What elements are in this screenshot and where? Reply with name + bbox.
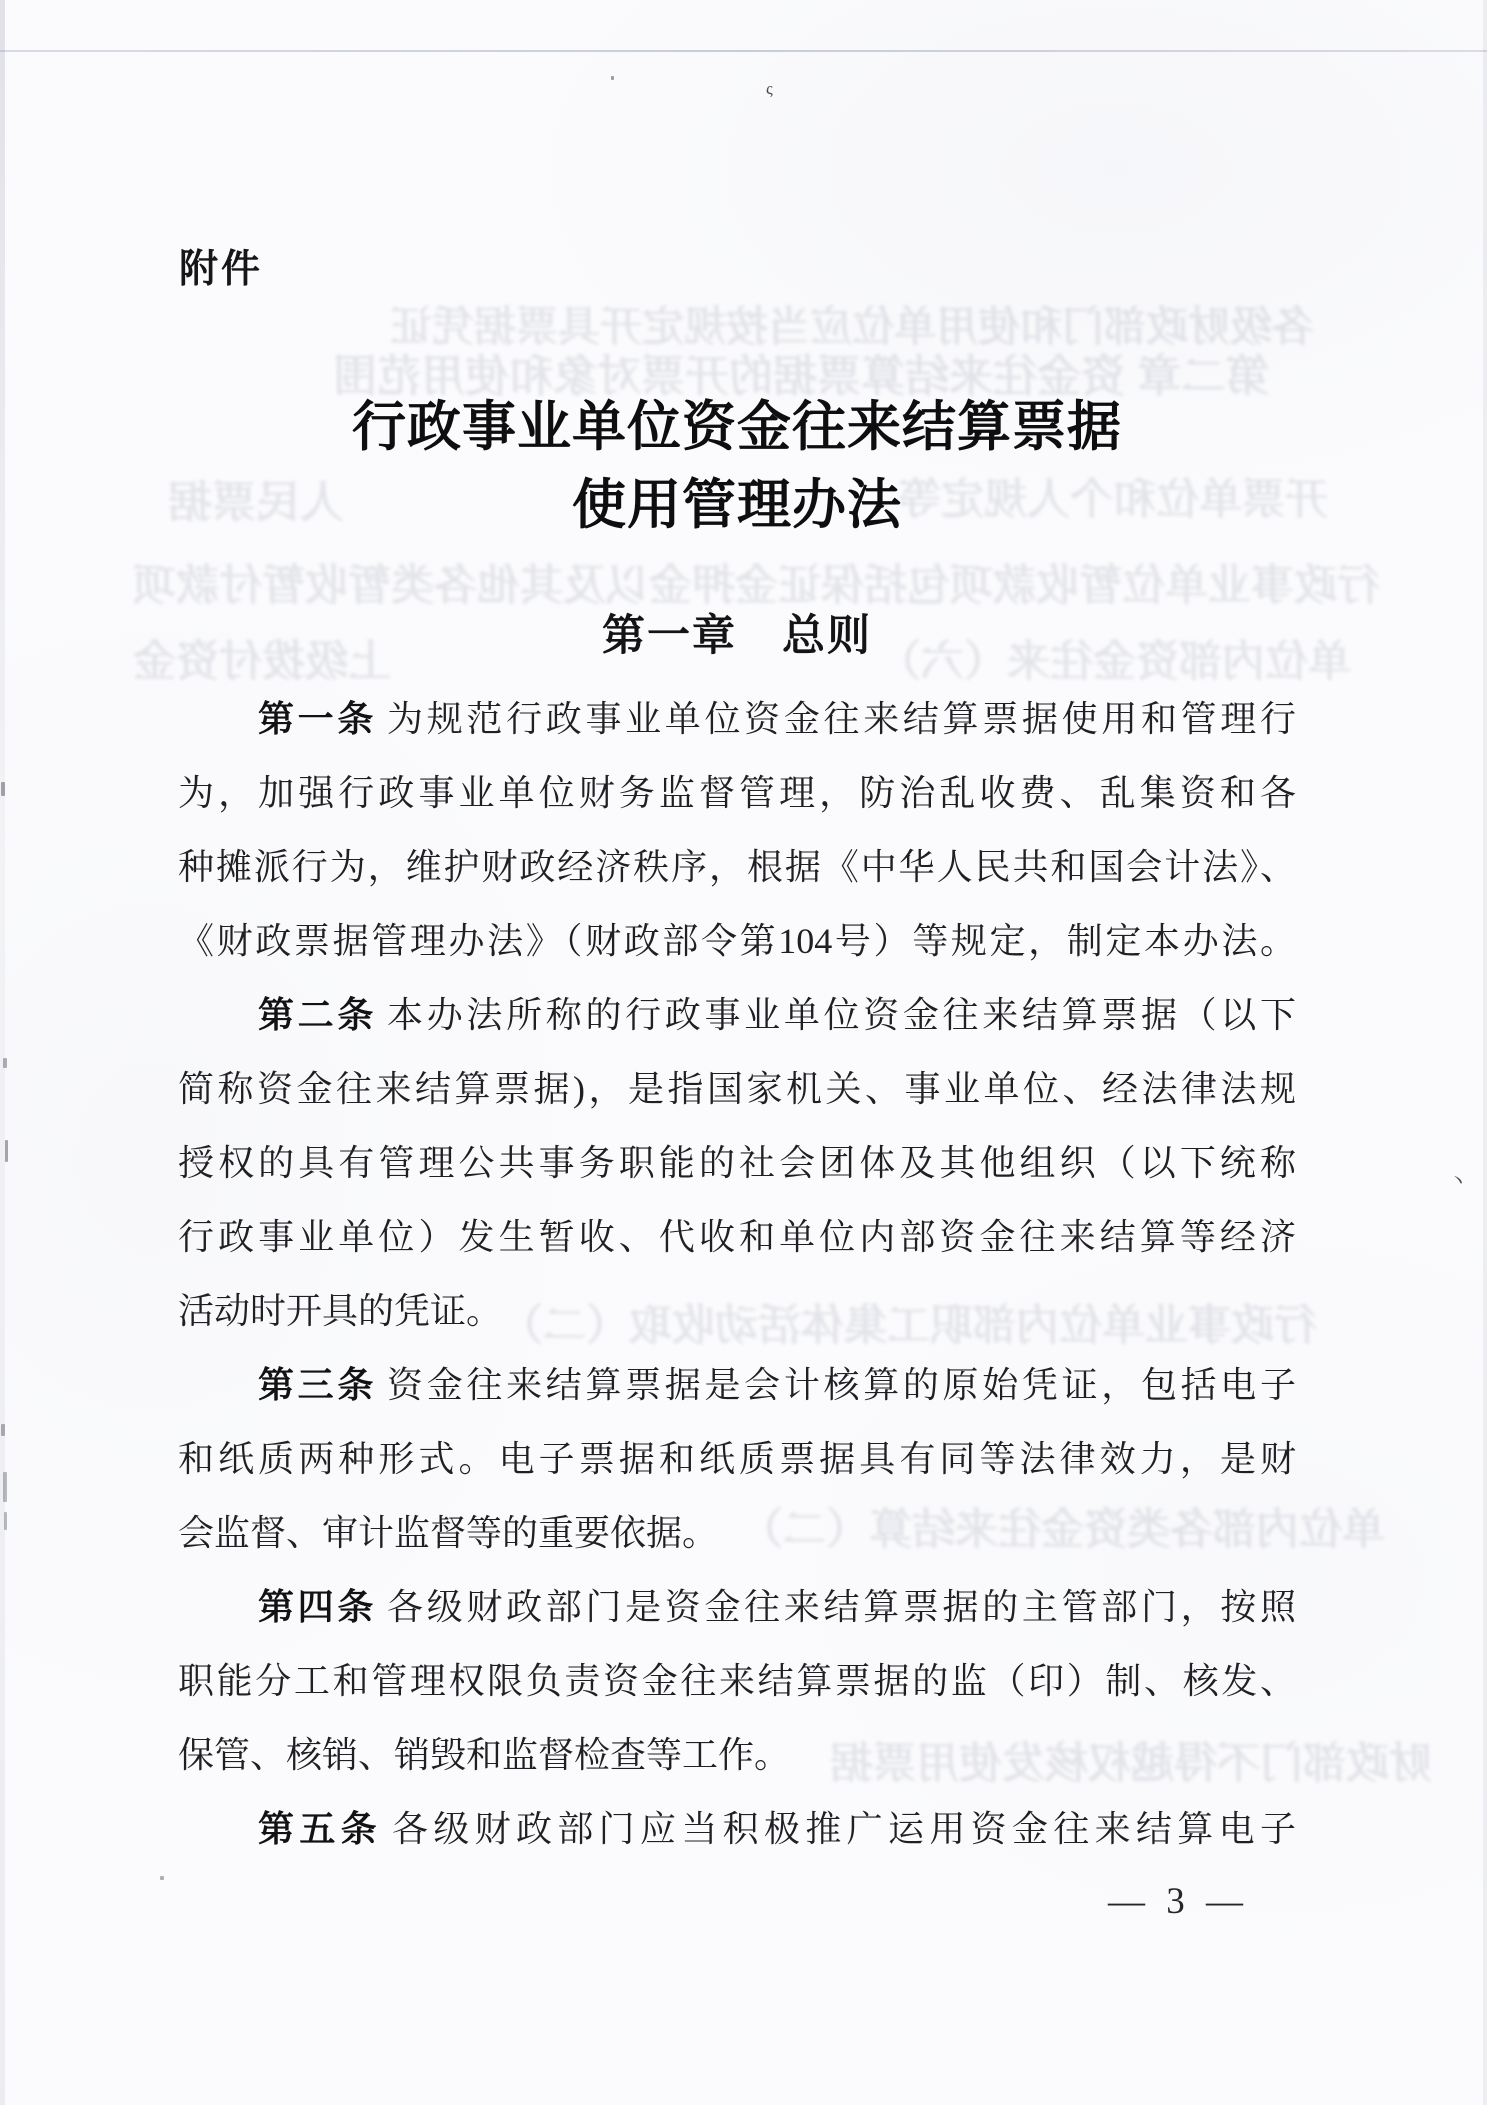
- doc-title-line-1: 行政事业单位资金往来结算票据: [352, 397, 1122, 457]
- scan-speck-glyph: ς: [766, 79, 773, 98]
- article-number: 第二条: [258, 994, 378, 1035]
- article-number: 第三条: [258, 1364, 378, 1405]
- article-text: 简称资金往来结算票据)，是指国家机关、事业单位、经法律法规: [178, 1069, 1296, 1109]
- ghost-bleedthrough-line: 人民票据: [168, 478, 344, 527]
- article-text: 为，加强行政事业单位财务监督管理，防治乱收费、乱集资和各: [178, 773, 1296, 813]
- article-text: 授权的具有管理公共事务职能的社会团体及其他组织（以下统称: [178, 1143, 1296, 1183]
- body-line: [178, 695, 1296, 753]
- body-line: [178, 1213, 1296, 1271]
- attachment-label: 附件: [179, 248, 264, 291]
- body-line: [178, 769, 1296, 827]
- body-line: [178, 1583, 1296, 1641]
- ghost-bleedthrough-line: 财政部门不得越权核发使用票据: [830, 1740, 1432, 1788]
- chapter-heading: 第一章 总则: [602, 612, 872, 660]
- article-text: 本办法所称的行政事业单位资金往来结算票据（以下: [387, 995, 1296, 1035]
- ghost-bleedthrough-line: 各级财政部门和使用单位应当按规定开具票据凭证: [390, 303, 1315, 350]
- body-line: [178, 843, 1296, 901]
- article-number: 第四条: [258, 1586, 378, 1627]
- article-text: 各级财政部门是资金往来结算票据的主管部门，按照: [387, 1587, 1296, 1627]
- ghost-bleedthrough-line: 行政事业单位内部职工集体活动收取（二）: [500, 1302, 1317, 1350]
- article-number: 第一条: [258, 698, 378, 739]
- article-text: 会监督、审计监督等的重要依据。: [178, 1513, 719, 1553]
- body-line: [178, 1805, 1296, 1863]
- article-text: 资金往来结算票据是会计核算的原始凭证，包括电子: [387, 1365, 1296, 1405]
- body-line: [178, 991, 1296, 1049]
- article-text: 种摊派行为，维护财政经济秩序，根据《中华人民共和国会计法》、: [178, 847, 1296, 887]
- body-line: [178, 1731, 1296, 1789]
- ghost-bleedthrough-line: 开票单位和个人规定等: [898, 476, 1328, 524]
- ghost-bleedthrough-line: 上级拨付资金: [133, 638, 391, 686]
- article-text: 保管、核销、销毁和监督检查等工作。: [178, 1735, 791, 1775]
- article-text: 职能分工和管理权限负责资金往来结算票据的监（印）制、核发、: [178, 1661, 1296, 1701]
- body-line: [178, 1657, 1296, 1715]
- doc-title-line-2: 使用管理办法: [572, 475, 902, 535]
- article-text: 和纸质两种形式。电子票据和纸质票据具有同等法律效力，是财: [178, 1439, 1296, 1479]
- page-number: — 3 —: [1108, 1881, 1249, 1922]
- article-text: 为规范行政事业单位资金往来结算票据使用和管理行: [387, 699, 1296, 739]
- ghost-bleedthrough-line: 第二章 资金往来结算票据的开票对象和使用范围: [333, 352, 1270, 401]
- article-text: 各级财政部门应当积极推广运用资金往来结算电子: [392, 1809, 1296, 1849]
- article-number: 第五条: [258, 1808, 382, 1849]
- body-line: [178, 1361, 1296, 1419]
- body-line: [178, 1435, 1296, 1493]
- body-line: [178, 1065, 1296, 1123]
- article-text: 行政事业单位）发生暂收、代收和单位内部资金往来结算等经济: [178, 1217, 1296, 1257]
- ghost-bleedthrough-line: 单位内部资金往来（六）: [878, 638, 1351, 686]
- scan-speck-glyph: 丶: [1448, 1171, 1468, 1193]
- ghost-bleedthrough-line: 行政事业单位暂收款项包括保证金押金以及其他各类暂收暂付款项: [133, 562, 1380, 610]
- article-text: 活动时开具的凭证。: [178, 1291, 503, 1331]
- ghost-bleedthrough-line: 单位内部各类资金往来结算（二）: [740, 1506, 1385, 1554]
- body-line: [178, 1509, 1296, 1567]
- body-line: [178, 917, 1296, 975]
- body-line: [178, 1287, 1296, 1345]
- article-text: 《财政票据管理办法》（财政部令第104号）等规定，制定本办法。: [178, 921, 1296, 961]
- body-line: [178, 1139, 1296, 1197]
